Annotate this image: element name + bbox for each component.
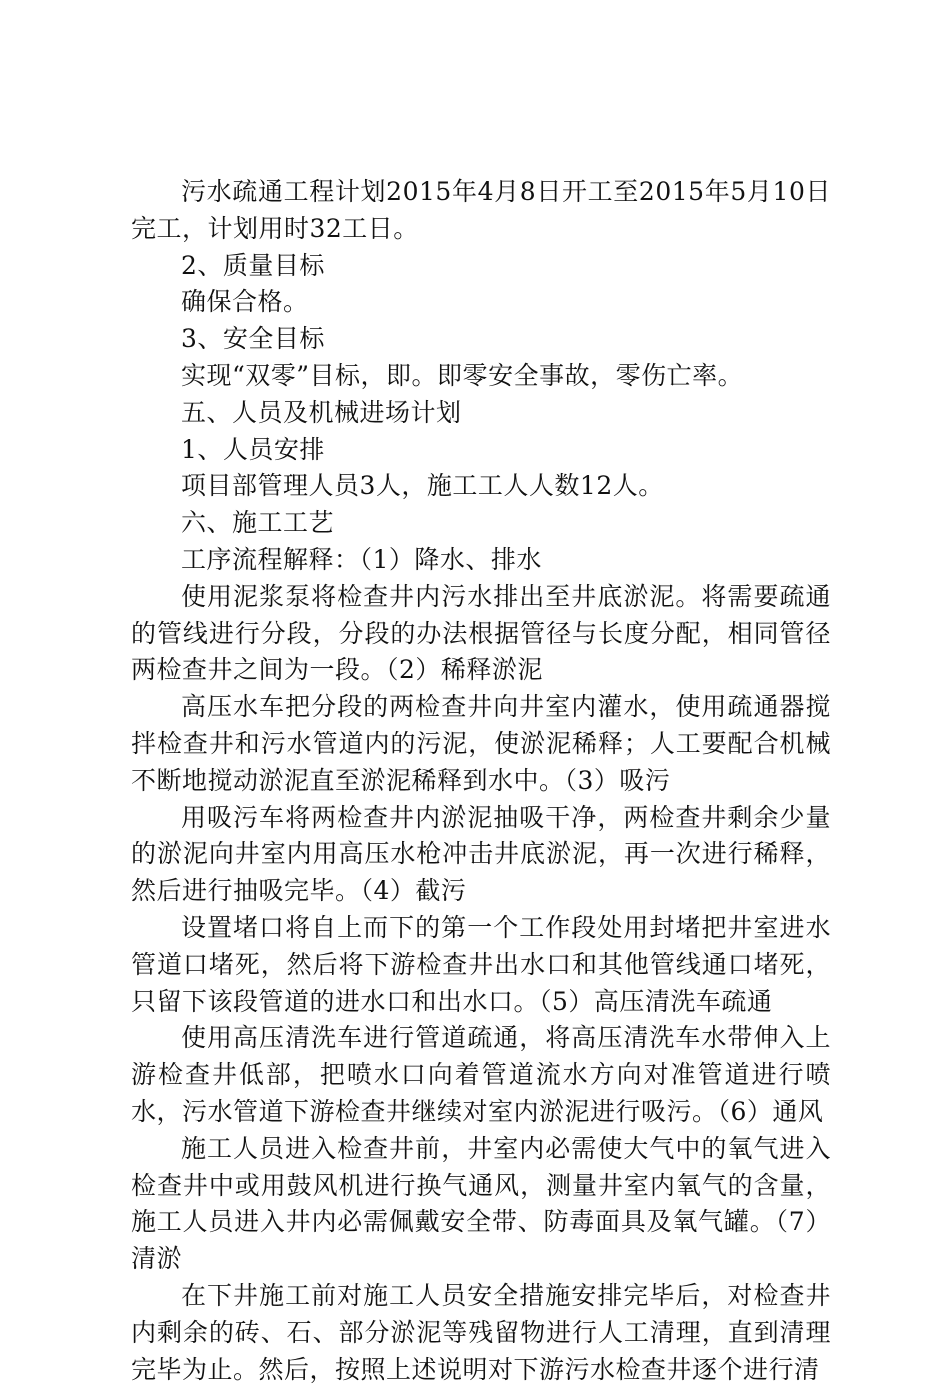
heading-section-six: 六、施工工艺	[181, 508, 335, 538]
paragraph-step-clearing: 在下井施工前对施工人员安全措施安排完毕后，对检查井内剩余的砖、石、部分淤泥等残留物进行人工清理，直到清理完毕为止。然后，按照上述说明对下游污水检查井逐个进行清	[131, 1280, 831, 1384]
paragraph-step-high-pressure: 使用高压清洗车进行管道疏通，将高压清洗车水带伸入上游检查井低部，把喷水口向着管道流水方向对准管道进行喷水，污水管道下游检查井继续对室内淤泥进行吸污。（6）通风	[131, 1023, 831, 1126]
heading-section-five: 五、人员及机械进场计划	[181, 397, 462, 427]
paragraph-safety: 实现“双零”目标，即。即零安全事故，零伤亡率。	[181, 360, 744, 390]
document-body	[131, 174, 831, 1388]
heading-staffing: 1、人员安排	[181, 434, 325, 464]
paragraph-staffing: 项目部管理人员3人，施工工人人数12人。	[181, 471, 664, 501]
paragraph-step-dilution: 高压水车把分段的两检查井向井室内灌水，使用疏通器搅拌检查井和污水管道内的污泥，使淤泥稀释；人工要配合机械不断地搅动淤泥直至淤泥稀释到水中。（3）吸污	[131, 692, 831, 795]
paragraph-quality: 确保合格。	[181, 287, 309, 317]
paragraph-process-intro: 工序流程解释：（1）降水、排水	[181, 544, 542, 574]
paragraph-step-suction: 用吸污车将两检查井内淤泥抽吸干净，两检查井剩余少量的淤泥向井室内用高压水枪冲击井底淤泥，再一次进行稀释，然后进行抽吸完毕。（4）截污	[131, 802, 831, 906]
paragraph-step-drainage: 使用泥浆泵将检查井内污水排出至井底淤泥。将需要疏通的管线进行分段，分段的办法根据管径与长度分配，相同管径两检查井之间为一段。（2）稀释淤泥	[131, 581, 831, 685]
heading-safety-goal: 3、安全目标	[181, 324, 325, 354]
paragraph-step-ventilation: 施工人员进入检查井前，井室内必需使大气中的氧气进入检查井中或用鼓风机进行换气通风，测量井室内氧气的含量，施工人员进入井内必需佩戴安全带、防毒面具及氧气罐。（7）清淤	[131, 1133, 831, 1274]
heading-quality-goal: 2、质量目标	[181, 250, 325, 280]
paragraph-step-blocking: 设置堵口将自上而下的第一个工作段处用封堵把井室进水管道口堵死，然后将下游检查井出水口和其他管线通口堵死，只留下该段管道的进水口和出水口。（5）高压清洗车疏通	[131, 912, 831, 1016]
paragraph-schedule: 污水疏通工程计划2015年4月8日开工至2015年5月10日完工，计划用时32工日。	[131, 177, 831, 243]
